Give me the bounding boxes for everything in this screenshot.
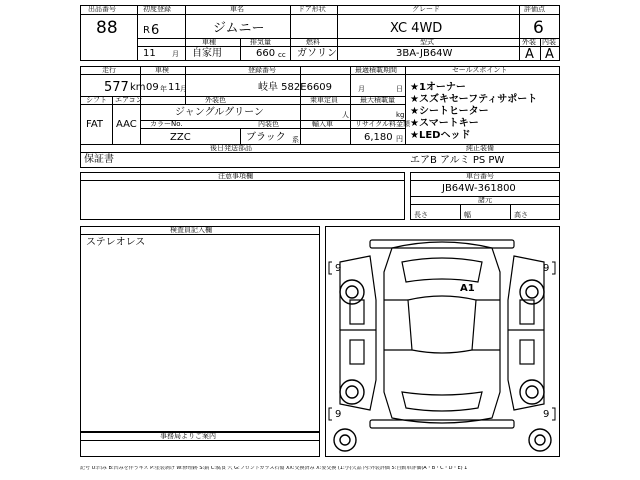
selling-point: ★LEDヘッド	[410, 130, 471, 141]
seats-unit: 人	[342, 111, 349, 119]
frame-number: JB64W-361800	[442, 183, 516, 194]
mileage-unit: km	[130, 82, 146, 93]
shift: FAT	[86, 119, 104, 130]
recycle-unit: 円	[396, 135, 403, 143]
interior-label: 内装	[542, 38, 556, 46]
interior-color: ブラック	[246, 132, 286, 143]
equipment-label: 純正装備	[466, 144, 494, 152]
grade: XC 4WD	[390, 21, 443, 36]
max-load-unit: kg	[396, 111, 405, 119]
damage-mark: 9	[543, 263, 550, 274]
lot-number: 88	[96, 18, 118, 38]
selling-point: ★スマートキー	[410, 118, 479, 129]
frame-number-label: 車台番号	[466, 172, 494, 180]
selling-points-label: セールスポイント	[452, 66, 508, 74]
door-label: ドア形状	[298, 5, 326, 13]
mileage: 577	[104, 80, 129, 95]
inspector-label: 検査員記入欄	[170, 226, 212, 234]
displacement-label: 排気量	[250, 38, 271, 46]
model-label: 型式	[420, 38, 434, 46]
registration-month: 11	[143, 48, 156, 59]
lot-label: 出品番号	[88, 5, 116, 13]
car-name: ジムニー	[213, 21, 265, 36]
length-label: 長さ	[414, 211, 428, 219]
ac-label: エアコン	[115, 96, 143, 104]
exterior-color: ジャングルグリーン	[175, 107, 264, 118]
color-number: ZZC	[170, 132, 191, 143]
plate-number: 岐阜 582E6609	[258, 82, 333, 93]
registration-era: R	[143, 25, 150, 36]
interior-color-suffix: 系	[292, 136, 299, 144]
selling-point: ★シートヒーター	[410, 106, 489, 117]
import-label: 輸入車	[312, 120, 333, 128]
legend: 記号 U:凹み B:凹みを伴うキズ P:塗装剥げ W:修理跡 S:錆 C:腐食 穴 G:フロントガラス石傷 XX:交換済み X:要交換 (1:小)欠品 内:外装評価 5:自動車評価(A・B・C・D・E) 1	[80, 466, 468, 471]
max-load-label: 最大積載量	[360, 96, 395, 104]
interior-grade: A	[545, 47, 554, 62]
use-label: 車種	[202, 38, 216, 46]
inspection-year-unit: 年	[160, 85, 167, 93]
interior-color-label: 内装色	[258, 120, 279, 128]
fuel-label: 燃料	[306, 38, 320, 46]
damage-mark: 9	[543, 409, 550, 420]
recycle-label: リサイクル料金額	[355, 120, 411, 128]
registration-month-unit: 月	[172, 50, 179, 58]
displacement: 660	[256, 48, 276, 59]
use: 自家用	[192, 48, 222, 59]
fuel: ガソリン	[297, 48, 337, 59]
recycle-fee: 6,180	[364, 132, 393, 143]
ac: AAC	[116, 119, 137, 130]
loading-period-month: 月	[358, 85, 365, 93]
car-name-label: 車名	[230, 5, 244, 13]
damage-mark: 9	[335, 409, 342, 420]
office-label: 事務局よりご案内	[160, 432, 216, 440]
inspection-year: 09	[146, 82, 159, 93]
inspection-label: 車検	[155, 66, 169, 74]
model-code: 3BA-JB64W	[396, 48, 453, 59]
grade-label: グレード	[412, 5, 440, 13]
loading-period-label: 最適積載期間	[355, 66, 397, 74]
displacement-unit: cc	[278, 51, 286, 59]
score: 6	[533, 18, 544, 38]
selling-point: ★1オーナー	[410, 82, 466, 93]
exterior-grade: A	[525, 47, 534, 62]
damage-mark: 9	[335, 263, 342, 274]
inspector-comment: ステレオレス	[86, 237, 146, 248]
width-label: 幅	[464, 211, 471, 219]
selling-point: ★スズキセーフティサポート	[410, 94, 538, 105]
shift-label: シフト	[86, 96, 107, 104]
height-label: 高さ	[514, 211, 528, 219]
score-label: 評価点	[524, 5, 545, 13]
mileage-label: 走行	[102, 66, 116, 74]
damage-mark-a1: A1	[460, 283, 475, 294]
color-number-label: カラーNo.	[150, 120, 183, 128]
plate-label: 登録番号	[248, 66, 276, 74]
loading-period-day: 日	[396, 85, 403, 93]
equipment: エアB アルミ PS PW	[410, 155, 505, 166]
seats-label: 乗車定員	[310, 96, 338, 104]
notes-label: 注意事項欄	[218, 172, 253, 180]
inspection-month: 11	[168, 82, 181, 93]
registration-label: 初度登録	[143, 5, 171, 13]
later-parts-label: 後日発送部品	[210, 144, 252, 152]
inspection-month-unit: 月	[180, 85, 187, 93]
registration-year: 6	[151, 23, 160, 38]
exterior-label: 外装	[522, 38, 536, 46]
exterior-color-label: 外装色	[205, 96, 226, 104]
dimensions-label: 諸元	[478, 196, 492, 204]
later-parts: 保証書	[84, 154, 114, 165]
